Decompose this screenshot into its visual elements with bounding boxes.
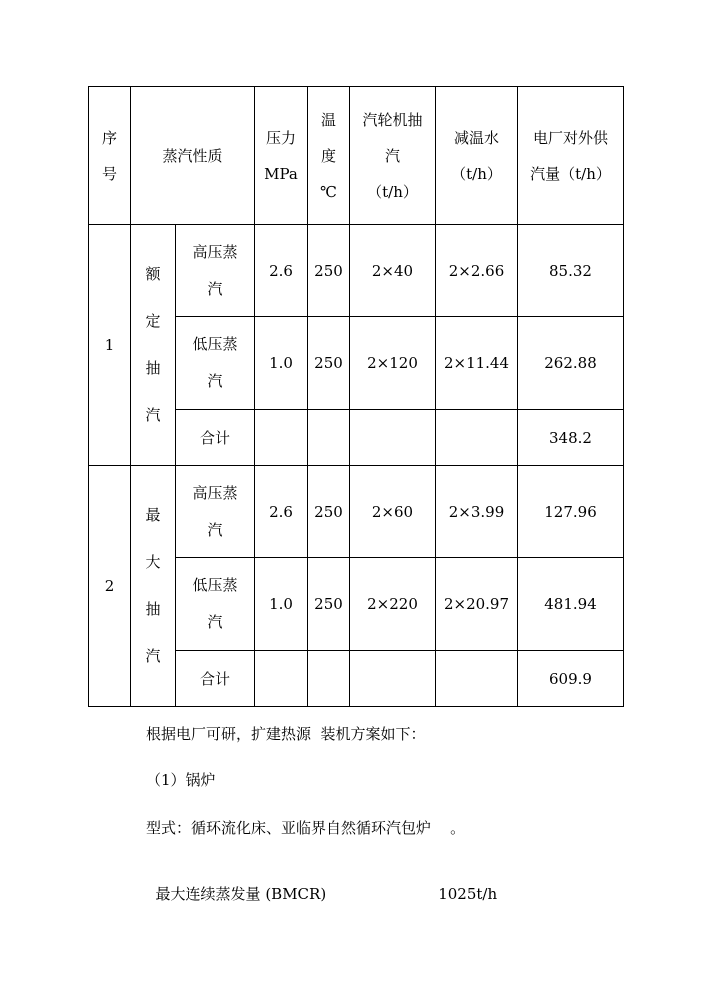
bmcr-label: 最大连续蒸发量 (BMCR): [155, 885, 327, 903]
steam-parameters-table: [88, 86, 624, 707]
desuper-value: 2×11.44: [436, 317, 518, 410]
header-turbine-extraction: [350, 87, 436, 225]
header-desuperheating-water: [436, 87, 518, 225]
pressure-value: [255, 651, 308, 707]
temperature-value: 250: [308, 558, 350, 651]
temperature-value: 250: [308, 317, 350, 410]
steam-type: 合计: [176, 651, 255, 707]
group-mode: 最大抽汽: [131, 466, 176, 707]
pressure-value: [255, 410, 308, 466]
desuper-value: [436, 410, 518, 466]
header-supply-line1: 电厂对外供: [532, 128, 608, 147]
desuper-value: 2×2.66: [436, 225, 518, 317]
header-turbine-line1: 汽轮机抽: [362, 110, 423, 129]
pressure-value: 1.0: [255, 558, 308, 651]
turbine-value: 2×40: [350, 225, 436, 317]
pressure-value: 1.0: [255, 317, 308, 410]
header-temp-line2: 度: [320, 146, 336, 165]
turbine-value: [350, 651, 436, 707]
temperature-value: [308, 410, 350, 466]
header-temp-line3: ℃: [320, 182, 337, 201]
group-seq: 1: [89, 225, 131, 466]
header-supply-line2: 汽量（t/h）: [530, 164, 611, 183]
steam-type: 合计: [176, 410, 255, 466]
temperature-value: [308, 651, 350, 707]
steam-type: 高压蒸汽: [176, 466, 255, 558]
header-turbine-line2: 汽: [384, 146, 400, 165]
header-desuper-line2: （t/h）: [451, 164, 502, 183]
supply-value: 481.94: [518, 558, 624, 651]
pressure-value: 2.6: [255, 466, 308, 558]
header-external-supply: [518, 87, 624, 225]
supply-value: 348.2: [518, 410, 624, 466]
header-turbine-line3: （t/h）: [367, 182, 418, 201]
header-steam-nature: 蒸汽性质: [131, 87, 255, 225]
header-pressure-line2: MPa: [264, 164, 298, 183]
temperature-value: 250: [308, 466, 350, 558]
table-row: [89, 225, 624, 317]
turbine-value: [350, 410, 436, 466]
desuper-value: 2×3.99: [436, 466, 518, 558]
table-row: [89, 466, 624, 558]
intro-paragraph: 根据电厂可研，扩建热源 装机方案如下：: [146, 725, 426, 743]
bmcr-line: [146, 864, 497, 904]
group-seq: 2: [89, 466, 131, 707]
steam-type: 高压蒸汽: [176, 225, 255, 317]
header-temp-line1: 温: [320, 110, 336, 129]
pressure-value: 2.6: [255, 225, 308, 317]
steam-type: 低压蒸汽: [176, 558, 255, 651]
supply-value: 609.9: [518, 651, 624, 707]
header-pressure-line1: 压力: [265, 128, 296, 147]
boiler-heading: （1）锅炉: [146, 771, 216, 789]
turbine-value: 2×60: [350, 466, 436, 558]
table-header-row: [89, 87, 624, 225]
bmcr-value: 1025t/h: [438, 885, 498, 903]
turbine-value: 2×220: [350, 558, 436, 651]
supply-value: 85.32: [518, 225, 624, 317]
desuper-value: 2×20.97: [436, 558, 518, 651]
group-mode: 额定抽汽: [131, 225, 176, 466]
header-temperature: [308, 87, 350, 225]
turbine-value: 2×120: [350, 317, 436, 410]
supply-value: 127.96: [518, 466, 624, 558]
boiler-type-line: 型式：循环流化床、亚临界自然循环汽包炉 。: [146, 819, 466, 837]
steam-type: 低压蒸汽: [176, 317, 255, 410]
supply-value: 262.88: [518, 317, 624, 410]
header-seq: 序号: [89, 87, 131, 225]
temperature-value: 250: [308, 225, 350, 317]
header-desuper-line1: 减温水: [453, 128, 499, 147]
desuper-value: [436, 651, 518, 707]
header-pressure: [255, 87, 308, 225]
